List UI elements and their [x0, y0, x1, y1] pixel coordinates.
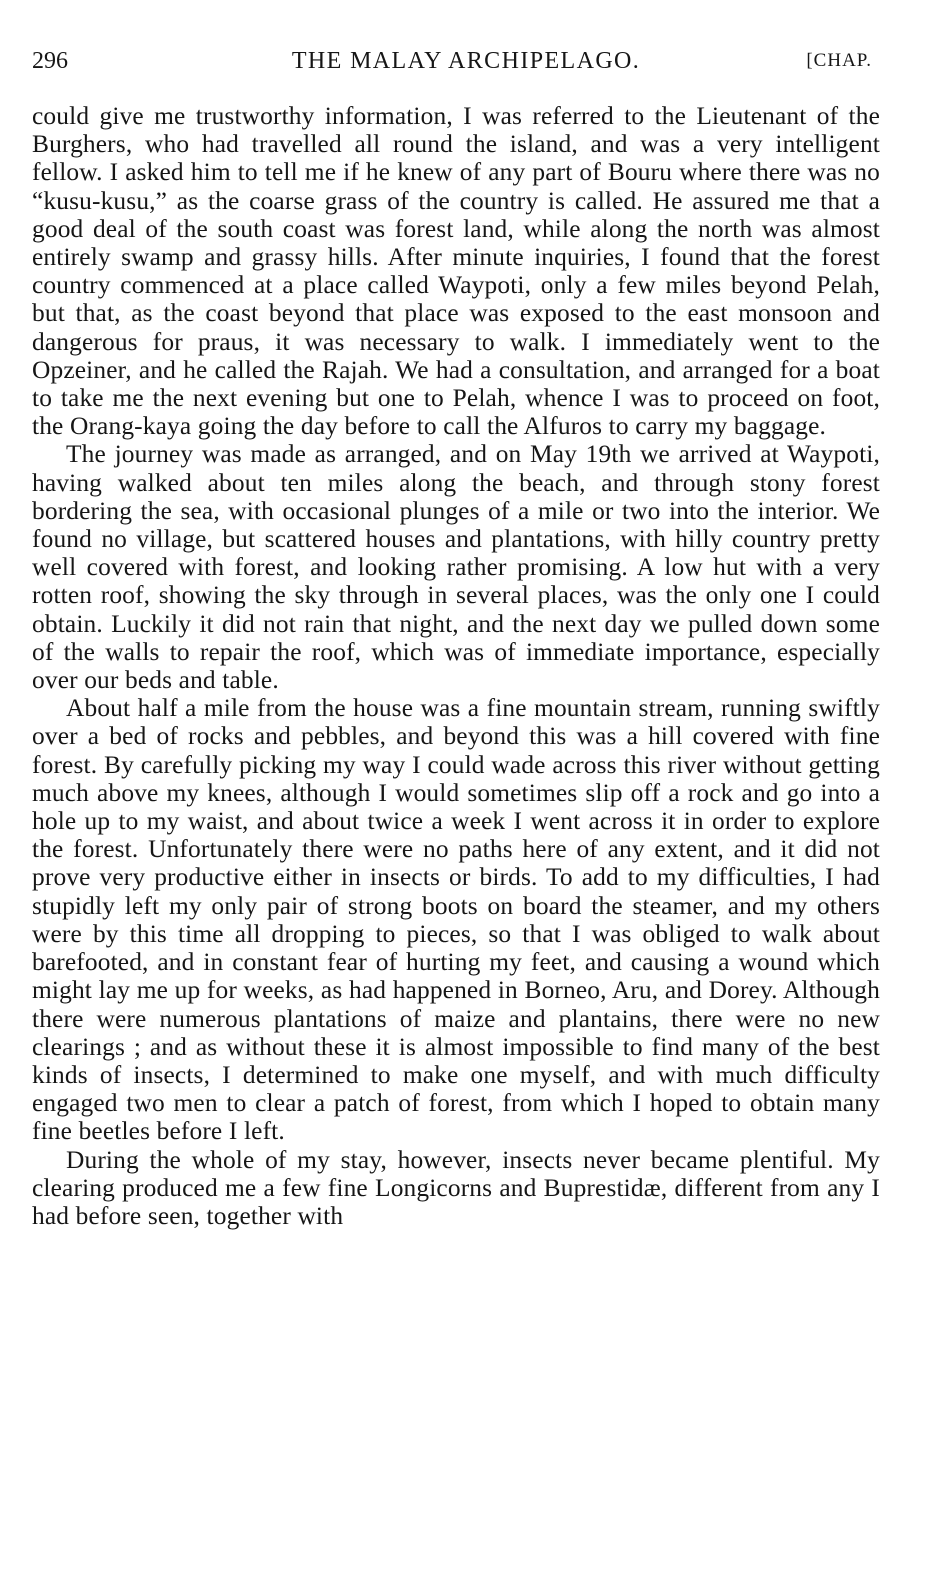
book-page: [32, 44, 880, 1230]
paragraph-insects: During the whole of my stay, however, insects never became plentiful. My clearing produced me a few fine Longicorns and Buprestidæ, different from any I had before seen, together with: [32, 1145, 880, 1230]
book-title: THE MALAY ARCHIPELAGO.: [291, 48, 641, 74]
chapter-label: [CHAP.: [806, 50, 872, 71]
paragraph-continued: could give me trustworthy information, I was referred to the Lieutenant of the Burghers, who had travelled all round the island, and was a very intelligent fellow. I asked him to tell me if he knew of any part of Bouru where there was no “kusu-kusu,” as the coarse grass of the country is called. He assured me that a good deal of the south coast was forest land, while along the north was almost entirely swamp and grassy hills. After minute inquiries, I found that the forest country commenced at a place called Waypoti, only a few miles beyond Pelah, but that, as the coast beyond that place was exposed to the east monsoon and dangerous for praus, it was necessary to walk. I immediately went to the Opzeiner, and he called the Rajah. We had a consultation, and arranged for a boat to take me the next evening but one to Pelah, whence I was to proceed on foot, the Orang-kaya going the day before to call the Alfuros to carry my baggage.: [32, 102, 880, 441]
paragraph-journey: The journey was made as arranged, and on May 19th we arrived at Waypoti, having walked about ten miles along the beach, and through stony forest bordering the sea, with occasional plunges of a mile or two into the interior. We found no village, but scattered houses and plantations, with hilly country pretty well covered with forest, and looking rather promising. A low hut with a very rotten roof, showing the sky through in several places, was the only one I could obtain. Luckily it did not rain that night, and the next day we pulled down some of the walls to repair the roof, which was of immediate importance, especially over our beds and table.: [32, 440, 880, 695]
body-text: [32, 102, 880, 1230]
page-number: 296: [32, 48, 68, 74]
paragraph-mountain-stream: About half a mile from the house was a fine mountain stream, running swiftly over a bed of rocks and pebbles, and beyond this was a hill covered with fine forest. By carefully picking my way I could wade across this river without getting much above my knees, although I would sometimes slip off a rock and go into a hole up to my waist, and about twice a week I went across it in order to explore the forest. Unfortunately there were no paths here of any extent, and it did not prove very productive either in insects or birds. To add to my difficulties, I had stupidly left my only pair of strong boots on board the steamer, and my others were by this time all dropping to pieces, so that I was obliged to walk about barefooted, and in constant fear of hurting my feet, and causing a wound which might lay me up for weeks, as had happened in Borneo, Aru, and Dorey. Although there were numerous plantations of maize and plantains, there were no new clearings ; and as without these it is almost impossible to find many of the best kinds of insects, I determined to make one myself, and with much difficulty engaged two men to clear a patch of forest, from which I hoped to obtain many fine beetles before I left.: [32, 694, 880, 1146]
running-head: [32, 44, 880, 78]
